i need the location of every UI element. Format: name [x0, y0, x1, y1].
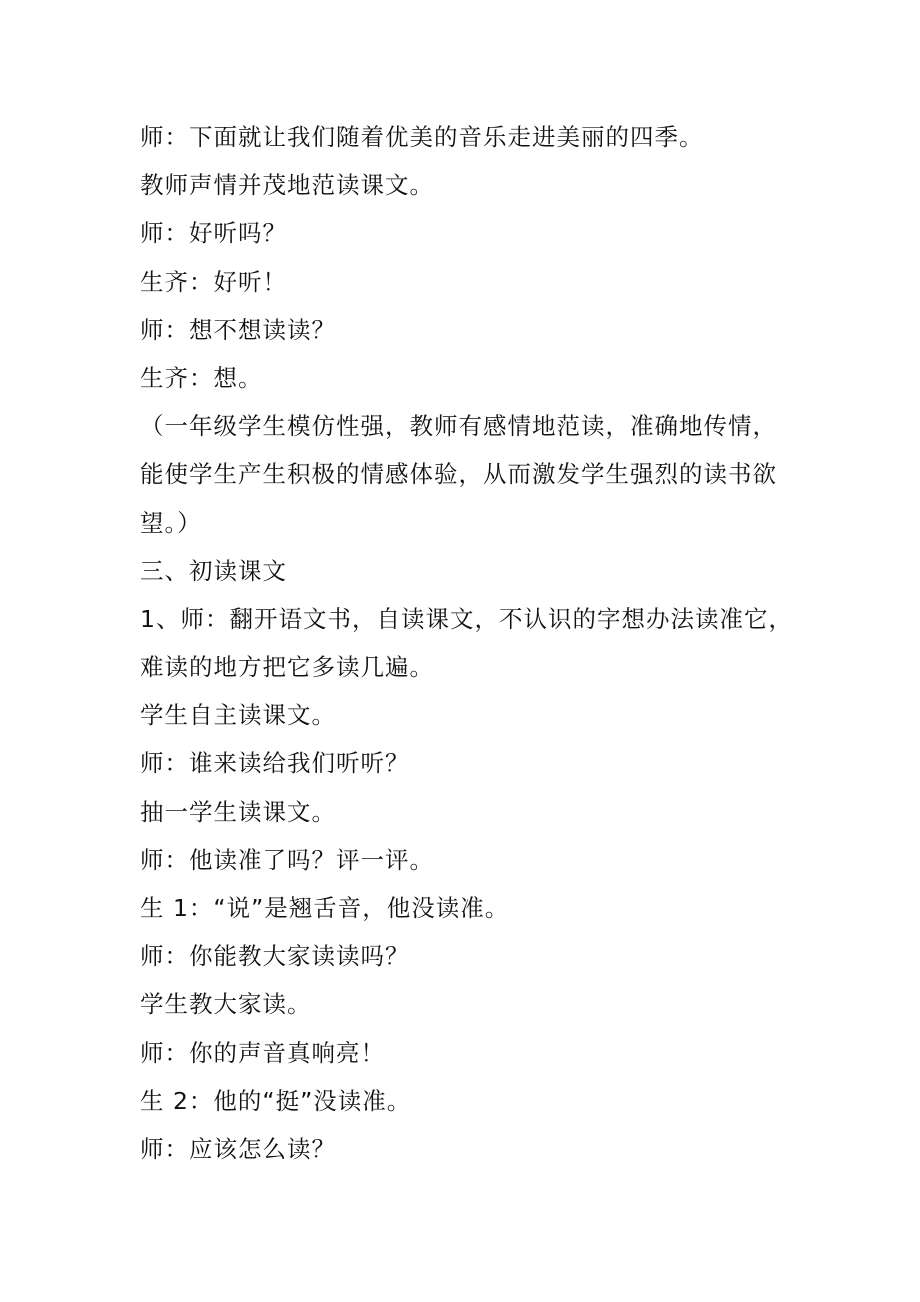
text-line: 难读的地方把它多读几遍。: [140, 653, 434, 682]
text-line: 生 1：“说”是翘舌音，他没读准。: [140, 894, 510, 922]
text-line: 教师声情并茂地范读课文。: [140, 171, 434, 200]
text-line: 学生教大家读。: [140, 990, 312, 1019]
text-line: 师：谁来读给我们听听？: [140, 749, 410, 778]
text-line: 师：下面就让我们随着优美的音乐走进美丽的四季。: [140, 123, 704, 151]
text-line: 学生自主读课文。: [140, 701, 336, 730]
section-heading: 三、初读课文: [140, 556, 287, 585]
document-body: [140, 113, 793, 1173]
text-line: 师：好听吗？: [140, 219, 287, 248]
text-line: 师：想不想读读？: [140, 315, 336, 344]
text-line: 师：你的声音真响亮！: [140, 1038, 385, 1067]
text-line: 师：你能教大家读读吗？: [140, 942, 410, 971]
text-line: （一年级学生模仿性强，教师有感情地范读，准确地传情，: [140, 412, 777, 441]
text-line: 生 2：他的“挺”没读准。: [140, 1086, 412, 1115]
text-line: 抽一学生读课文。: [140, 797, 336, 826]
text-line: 能使学生产生积极的情感体验，从而激发学生强烈的读书欲: [140, 460, 777, 489]
text-line: 生齐：好听！: [140, 267, 287, 296]
text-line: 生齐：想。: [140, 363, 263, 392]
text-line: 望。）: [140, 508, 202, 537]
text-line: 师：应该怎么读？: [140, 1134, 336, 1163]
text-line: 师：他读准了吗？评一评。: [140, 845, 434, 874]
text-line: 1、师：翻开语文书，自读课文，不认识的字想办法读准它，: [140, 604, 793, 633]
